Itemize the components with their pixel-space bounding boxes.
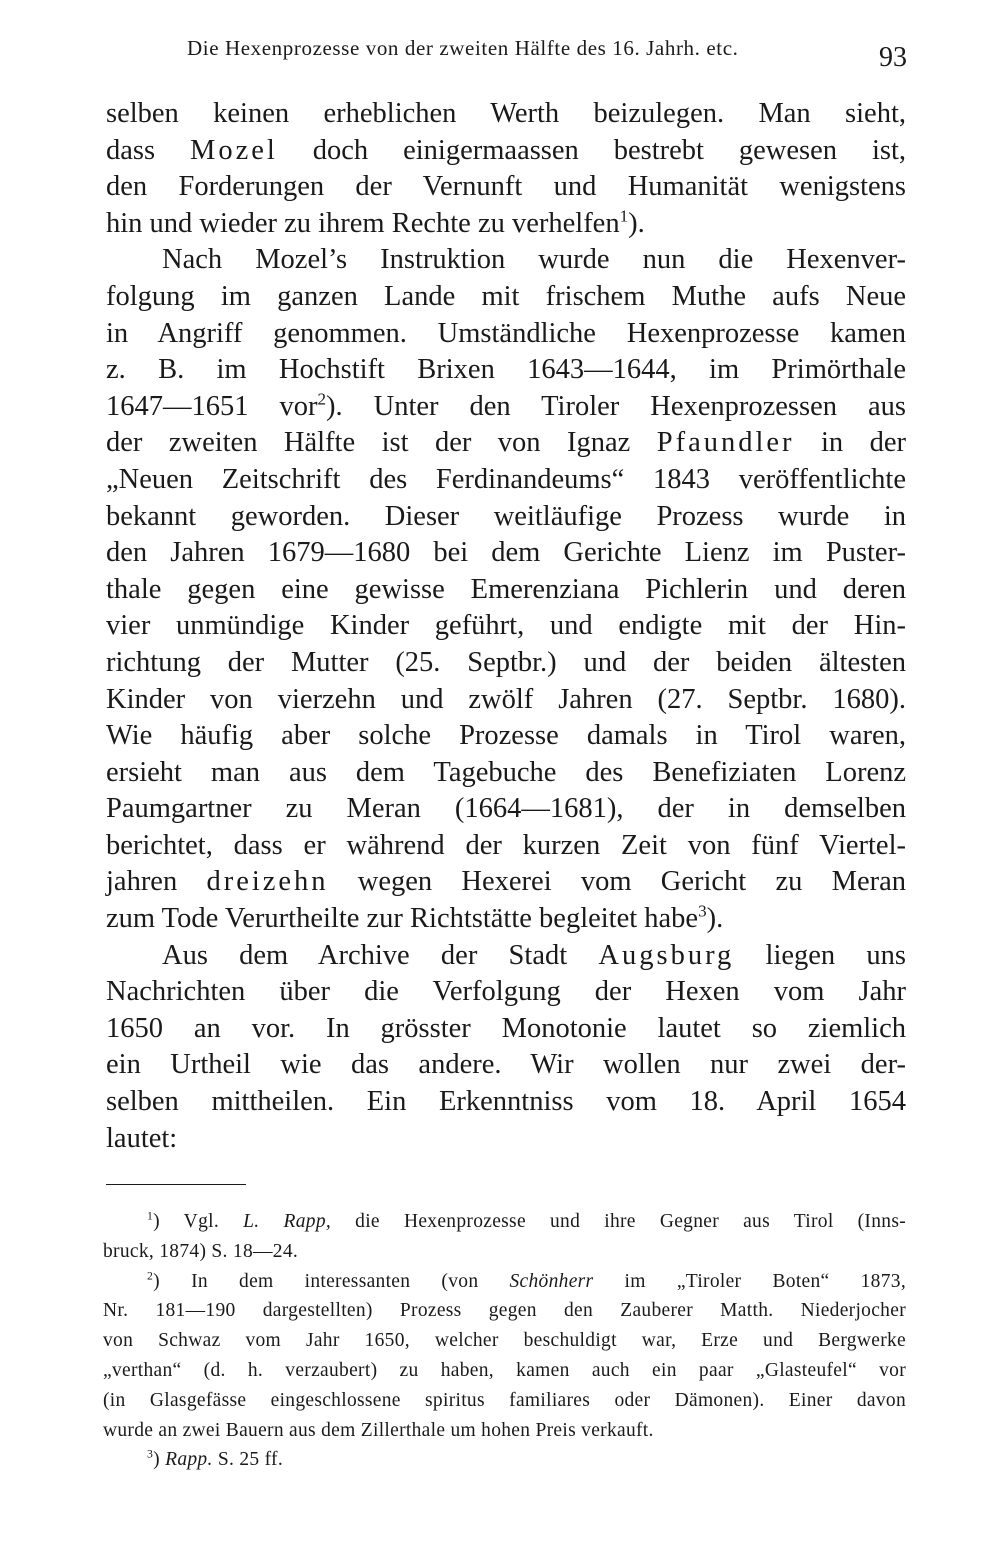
footnote-2-cont: von Schwaz vom Jahr 1650, welcher beschuldigt war, Erze und Bergwerke [103,1330,906,1352]
main-text [106,96,906,1157]
text-line: ein Urtheil wie das andere. Wir wollen nur zwei der- [106,1049,906,1081]
text-line: Wie häufig aber solche Prozesse damals in Tirol waren, [106,720,906,752]
footnote-1-cont: bruck, 1874) S. 18—24. [103,1240,299,1262]
text-line: Paumgartner zu Meran (1664—1681), der in demselben [106,793,906,825]
text-line: richtung der Mutter (25. Septbr.) und der beiden ältesten [106,646,906,678]
running-title: Die Hexenprozesse von der zweiten Hälfte des 16. Jahrh. etc. [187,36,739,60]
text-line: zum Tode Verurtheilte zur Richtstätte begleitet habe$^3$). [106,901,724,935]
spaced-name-augsburg: Augsburg [598,939,735,971]
text-line: vier unmündige Kinder geführt, und endigte mit der Hin- [106,610,906,642]
text-line: 1647—1651 vor$^2$). Unter den Tiroler Hexenprozessen aus [106,389,906,422]
footnotes [103,1207,906,1475]
running-header [187,28,907,78]
text-line: den Forderungen der Vernunft und Humanität wenigstens [106,171,906,203]
text-line: selben mittheilen. Ein Erkenntniss vom 18. April 1654 [106,1086,906,1118]
text-line: Nach Mozel’s Instruktion wurde nun die Hexenver- [162,244,906,276]
text-line: dass Mozel doch einigermaassen bestrebt gewesen ist, [106,134,906,166]
text-line: Nachrichten über die Verfolgung der Hexen vom Jahr [106,976,906,1008]
text-line: bekannt geworden. Dieser weitläufige Prozess wurde in [106,500,906,532]
text-line: ersieht man aus dem Tagebuche des Benefiziaten Lorenz [106,756,906,788]
text-line: der zweiten Hälfte ist der von Ignaz Pfaundler in der [106,427,907,459]
page-number: 93 [879,42,907,73]
footnote-1: $^1$) Vgl. L. Rapp, die Hexenprozesse und ihre Gegner aus Tirol (Inns- [147,1209,906,1232]
text-line: hin und wieder zu ihrem Rechte zu verhelfen$^1$). [106,206,645,239]
text-line: den Jahren 1679—1680 bei dem Gerichte Lienz im Puster- [106,537,906,569]
footnote-2-cont: (in Glasgefässe eingeschlossene spiritus familiares oder Dämonen). Einer davon [103,1389,906,1411]
footnote-ref-3: 3 [698,901,707,921]
footnote-2-cont: „verthan“ (d. h. verzaubert) zu haben, kamen auch ein paar „Glasteufel“ vor [103,1359,906,1381]
text-line: Aus dem Archive der Stadt Augsburg liegen uns [162,939,907,971]
footnote-ref-1: 1 [619,206,629,226]
footnote-2-cont: Nr. 181—190 dargestellten) Prozess gegen den Zauberer Matth. Niederjocher [103,1300,906,1322]
footnote-ref-2: 2 [317,389,327,409]
text-line: lautet: [106,1122,178,1154]
text-line: z. B. im Hochstift Brixen 1643—1644, im Primörthale [106,354,906,386]
footnote-2: $^2$) In dem interessanten (von Schönherr im „Tiroler Boten“ 1873, [147,1269,906,1292]
text-line: selben keinen erheblichen Werth beizulegen. Man sieht, [106,98,906,129]
text-line: in Angriff genommen. Umständliche Hexenprozesse kamen [106,317,906,349]
text-line: 1650 an vor. In grösster Monotonie lautet so ziemlich [106,1012,906,1044]
text-line: folgung im ganzen Lande mit frischem Muthe aufs Neue [106,280,906,312]
text-line: Kinder von vierzehn und zwölf Jahren (27. Septbr. 1680). [106,683,906,715]
spaced-name-mozel: Mozel [190,134,278,166]
footnote-separator [106,1184,246,1185]
spaced-name-pfaundler: Pfaundler [656,427,795,459]
spaced-word-dreizehn: dreizehn [206,866,329,898]
text-line: „Neuen Zeitschrift des Ferdinandeums“ 1843 veröffentlichte [106,463,906,495]
text-line: thale gegen eine gewisse Emerenziana Pichlerin und deren [106,573,906,605]
text-line: jahren dreizehn wegen Hexerei vom Gericht zu Meran [106,866,906,898]
footnote-3: $^3$) Rapp. S. 25 ff. [147,1447,284,1471]
text-line: berichtet, dass er während der kurzen Zeit von fünf Viertel- [106,829,906,861]
footnote-2-cont: wurde an zwei Bauern aus dem Zillerthale um hohen Preis verkauft. [103,1419,654,1441]
